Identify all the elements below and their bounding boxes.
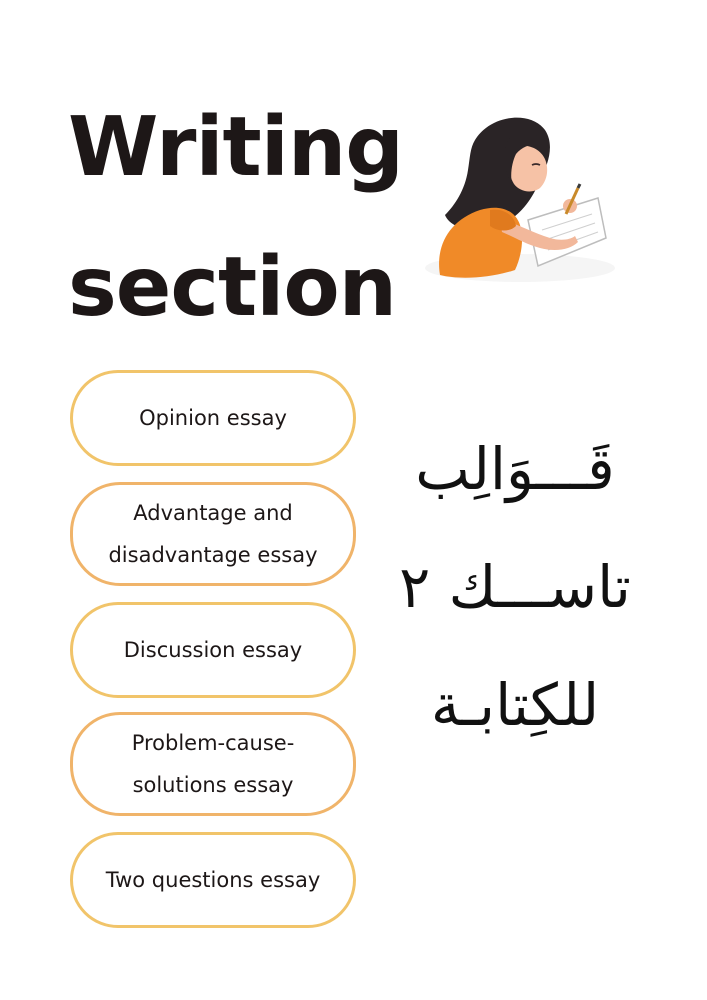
essay-item-discussion[interactable]: Discussion essay bbox=[70, 602, 356, 698]
girl-writing-illustration bbox=[420, 110, 630, 295]
essay-item-opinion[interactable]: Opinion essay bbox=[70, 370, 356, 466]
title-line-1: Writing bbox=[68, 100, 403, 195]
title-line-2: section bbox=[68, 240, 397, 335]
arabic-heading bbox=[395, 410, 635, 764]
essay-item-problem-cause-solutions[interactable]: Problem-cause-solutions essay bbox=[70, 712, 356, 816]
arabic-heading-line-1: قَـــوَالِب bbox=[415, 435, 615, 503]
arabic-heading-line-2: تاســـك ٢ bbox=[399, 553, 631, 621]
girl-writing-icon bbox=[420, 110, 630, 295]
arabic-heading-line-3: للكِتابـة bbox=[430, 671, 600, 739]
page-title bbox=[68, 78, 403, 358]
essay-item-two-questions[interactable]: Two questions essay bbox=[70, 832, 356, 928]
essay-item-advantage-disadvantage[interactable]: Advantage and disadvantage essay bbox=[70, 482, 356, 586]
